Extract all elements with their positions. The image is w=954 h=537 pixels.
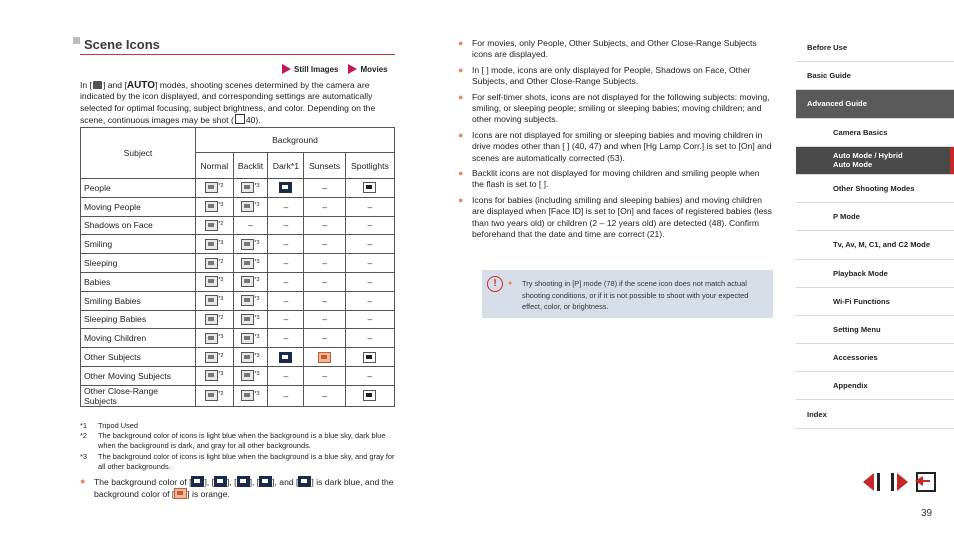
icon-cell: –	[268, 291, 304, 310]
icon-cell: –	[345, 216, 394, 235]
scene-icon	[279, 352, 292, 363]
subject-cell: Shadows on Face	[81, 216, 196, 235]
icon-cell: –	[233, 216, 268, 235]
icon-cell: *3	[233, 254, 268, 273]
scene-icon	[205, 220, 218, 231]
scene-icon	[241, 182, 254, 193]
scene-icon	[205, 333, 218, 344]
auto-mode-label: AUTO	[126, 80, 155, 91]
subject-header: Subject	[81, 128, 196, 179]
icon-cell	[345, 348, 394, 367]
scene-icon	[241, 390, 254, 401]
next-page-button[interactable]	[887, 472, 911, 492]
icon-cell	[268, 348, 304, 367]
table-row	[81, 272, 395, 291]
caution-text: ● Try shooting in [P] mode (78) if the scene icon does not match actual shooting conditions, or if it is not possible to shoot with your expected effect, color, or brightness.	[508, 279, 749, 312]
column-header: Spotlights	[345, 153, 394, 179]
icon-cell	[345, 179, 394, 198]
scene-icon	[241, 239, 254, 250]
nav-item[interactable]: Tv, Av, M, C1, and C2 Mode	[796, 231, 954, 259]
note-item: ● Icons for babies (including smiling and sleeping babies) and moving children are displayed when [Face ID] is set to [On] and faces of registered babies (less than two years old) or children (2 – 12 years old) are detected (48). Confirm beforehand that the date and time are correct (21).	[458, 194, 772, 240]
movies-tag: Movies	[348, 64, 387, 74]
scene-icon	[205, 276, 218, 287]
icon-cell: –	[345, 254, 394, 273]
nav-item[interactable]: Advanced Guide	[796, 90, 954, 118]
icon-cell: –	[304, 254, 345, 273]
subject-cell: Babies	[81, 272, 196, 291]
footnotes	[80, 421, 396, 472]
return-icon	[914, 472, 938, 492]
scene-icon	[205, 182, 218, 193]
icon-cell: *3	[233, 272, 268, 291]
icon-cell: *3	[233, 366, 268, 385]
scene-icon	[205, 352, 218, 363]
icon-cell: –	[268, 254, 304, 273]
table-row	[81, 179, 395, 198]
bullet-icon: ●	[458, 129, 464, 140]
icon-cell: *3	[196, 329, 234, 348]
background-header: Background	[196, 128, 395, 153]
scene-icon	[241, 314, 254, 325]
still-images-tag: Still Images	[282, 64, 338, 74]
nav-item[interactable]: Setting Menu	[796, 316, 954, 344]
nav-item[interactable]: Basic Guide	[796, 62, 954, 90]
scene-icon	[241, 370, 254, 381]
table-row	[81, 348, 395, 367]
icon-cell	[268, 179, 304, 198]
table-row	[81, 254, 395, 273]
icon-cell: *3	[196, 197, 234, 216]
scene-icon	[241, 333, 254, 344]
scene-icon	[205, 314, 218, 325]
bullet-icon: ●	[458, 38, 464, 48]
scene-icon	[363, 182, 376, 193]
icon-cell: –	[304, 291, 345, 310]
title-rule	[80, 54, 395, 55]
icon-cell: –	[345, 235, 394, 254]
triangle-icon	[348, 64, 357, 74]
nav-item[interactable]: P Mode	[796, 203, 954, 231]
note-item: ● For self-timer shots, icons are not displayed for the following subjects: moving, smiling, or sleeping people; smiling or sleeping babies; moving children; and other moving subjects.	[458, 91, 770, 125]
scene-icon	[241, 201, 254, 212]
previous-page-icon	[861, 472, 883, 492]
icon-cell: *2	[196, 179, 234, 198]
bullet-icon: ●	[458, 168, 464, 179]
table-row	[81, 235, 395, 254]
icon-cell: –	[268, 197, 304, 216]
icon-cell: *3	[196, 272, 234, 291]
icon-cell: *3	[233, 197, 268, 216]
icon-cell: –	[268, 385, 304, 406]
scene-icon	[241, 276, 254, 287]
scene-icon	[191, 476, 204, 487]
footnote: *3 The background color of icons is light blue when the background is a blue sky, and gray for all other backgrounds.	[80, 451, 395, 471]
subject-cell: Moving Children	[81, 329, 196, 348]
icon-cell: –	[304, 329, 345, 348]
note-item: ● Icons are not displayed for smiling or sleeping babies and moving children in drive modes other than [ ] (40, 47) and when [Hg Lamp Corr.] is set to [On] and scenes are automatically corrected (53).	[458, 129, 772, 163]
scene-icon	[205, 258, 218, 269]
icon-cell: –	[304, 310, 345, 329]
icon-cell: –	[345, 197, 394, 216]
icon-cell: *3	[233, 329, 268, 348]
scene-icon	[214, 476, 227, 487]
icon-cell: –	[268, 329, 304, 348]
scene-icon	[363, 352, 376, 363]
icon-cell: *3	[233, 348, 268, 367]
page-number: 39	[921, 508, 933, 519]
icon-cell: –	[304, 385, 345, 406]
nav-item[interactable]: Appendix	[796, 372, 954, 400]
note-item: ● For movies, only People, Other Subjects, and Other Close-Range Subjects icons are displayed.	[458, 38, 757, 60]
icon-color-note: ● The background color of [ ], [ ], [ ], [ ], and [ ] is dark blue, and the background color of [ ] is orange.	[80, 476, 394, 500]
note-item: ● In [ ] mode, icons are only displayed for People, Shadows on Face, Other Subjects, and Other Close-Range Subjects.	[458, 64, 751, 87]
page-controls	[860, 472, 938, 492]
note-item: ● Backlit icons are not displayed for moving children and smiling people when the flash is set to [ ].	[458, 168, 760, 190]
table-row	[81, 291, 395, 310]
table-row	[81, 385, 395, 406]
footnote: *1 Tripod Used	[80, 421, 138, 430]
table-row	[81, 329, 395, 348]
column-header: Normal	[196, 153, 234, 179]
icon-cell: *2	[196, 216, 234, 235]
scene-icon	[205, 390, 218, 401]
icon-cell: –	[268, 216, 304, 235]
book-ref-icon	[235, 114, 245, 124]
intro-paragraph: In [ ] and [AUTO] modes, shooting scenes determined by the camera are indicated by the icon displayed, and corresponding settings are automatically selected for optimal focusing, subject brightness, and color. Depending on the scene, continuous images may be shot ( 40).	[80, 80, 376, 126]
icon-cell: *3	[233, 235, 268, 254]
scene-icon	[241, 258, 254, 269]
hybrid-auto-icon	[93, 81, 102, 89]
icon-cell: –	[268, 235, 304, 254]
scene-icons-table	[80, 127, 395, 407]
column-header: Dark*1	[268, 153, 304, 179]
column-header: Sunsets	[304, 153, 345, 179]
nav-item[interactable]: Other Shooting Modes	[796, 175, 954, 203]
scene-icon	[205, 239, 218, 250]
icon-cell: –	[304, 366, 345, 385]
icon-cell: –	[268, 366, 304, 385]
icon-cell: –	[268, 310, 304, 329]
scene-icon	[259, 476, 272, 487]
sunset-icon	[174, 488, 187, 499]
return-button[interactable]	[914, 472, 938, 492]
bullet-icon: ●	[508, 280, 513, 287]
next-page-icon	[888, 472, 910, 492]
scene-icon	[241, 352, 254, 363]
bullet-icon: ●	[80, 476, 86, 486]
icon-cell	[345, 385, 394, 406]
subject-cell: Moving People	[81, 197, 196, 216]
table-row	[81, 366, 395, 385]
nav-item[interactable]: Playback Mode	[796, 260, 954, 288]
nav-item[interactable]: Index	[796, 400, 954, 428]
footnote: *2 The background color of icons is light blue when the background is a blue sky, dark blue when the background is dark, and gray for all other backgrounds.	[80, 431, 386, 451]
nav-item[interactable]: Auto Mode / Hybrid Auto Mode	[796, 147, 954, 175]
scene-icon	[241, 295, 254, 306]
scene-icon	[205, 295, 218, 306]
icon-cell: *3	[196, 366, 234, 385]
icon-cell: –	[304, 272, 345, 291]
page-title: Scene Icons	[84, 37, 160, 52]
subject-cell: Sleeping	[81, 254, 196, 273]
table-row	[81, 197, 395, 216]
icon-cell: –	[345, 329, 394, 348]
icon-cell: *3	[233, 291, 268, 310]
bullet-icon: ●	[458, 64, 464, 75]
subject-cell: Sleeping Babies	[81, 310, 196, 329]
scene-icon	[205, 201, 218, 212]
icon-cell: *3	[233, 385, 268, 406]
previous-page-button[interactable]	[860, 472, 884, 492]
table-row	[81, 216, 395, 235]
subject-cell: Smiling	[81, 235, 196, 254]
subject-cell: Other Moving Subjects	[81, 366, 196, 385]
scene-icon	[298, 476, 311, 487]
title-marker	[73, 37, 80, 44]
icon-cell: *3	[233, 310, 268, 329]
icon-cell: –	[304, 197, 345, 216]
triangle-icon	[282, 64, 291, 74]
scene-icon	[237, 476, 250, 487]
caution-icon: !	[487, 276, 503, 292]
icon-cell: –	[345, 272, 394, 291]
sidebar-nav	[796, 34, 954, 429]
icon-cell: *3	[196, 235, 234, 254]
subject-cell: People	[81, 179, 196, 198]
icon-cell	[304, 348, 345, 367]
nav-item[interactable]: Accessories	[796, 344, 954, 372]
icon-cell: *2	[196, 254, 234, 273]
icon-cell: *3	[196, 291, 234, 310]
bullet-icon: ●	[458, 194, 464, 205]
table-row	[81, 310, 395, 329]
notes-list	[458, 38, 772, 245]
sunset-icon	[318, 352, 331, 363]
icon-cell: –	[304, 216, 345, 235]
scene-icon	[279, 182, 292, 193]
icon-cell: *2	[196, 348, 234, 367]
mode-tags	[282, 64, 388, 74]
scene-icon	[205, 370, 218, 381]
subject-cell: Other Close-Range Subjects	[81, 385, 196, 406]
nav-item[interactable]: Wi-Fi Functions	[796, 288, 954, 316]
nav-item[interactable]: Before Use	[796, 34, 954, 62]
icon-cell: –	[304, 235, 345, 254]
icon-cell: –	[268, 272, 304, 291]
subject-cell: Smiling Babies	[81, 291, 196, 310]
icon-cell: –	[345, 291, 394, 310]
icon-cell: –	[345, 366, 394, 385]
nav-item[interactable]: Camera Basics	[796, 119, 954, 147]
icon-cell: *3	[233, 179, 268, 198]
column-header: Backlit	[233, 153, 268, 179]
icon-cell: *2	[196, 385, 234, 406]
icon-cell: *2	[196, 310, 234, 329]
subject-cell: Other Subjects	[81, 348, 196, 367]
bullet-icon: ●	[458, 91, 464, 102]
icon-cell: –	[345, 310, 394, 329]
scene-icon	[363, 390, 376, 401]
icon-cell: –	[304, 179, 345, 198]
